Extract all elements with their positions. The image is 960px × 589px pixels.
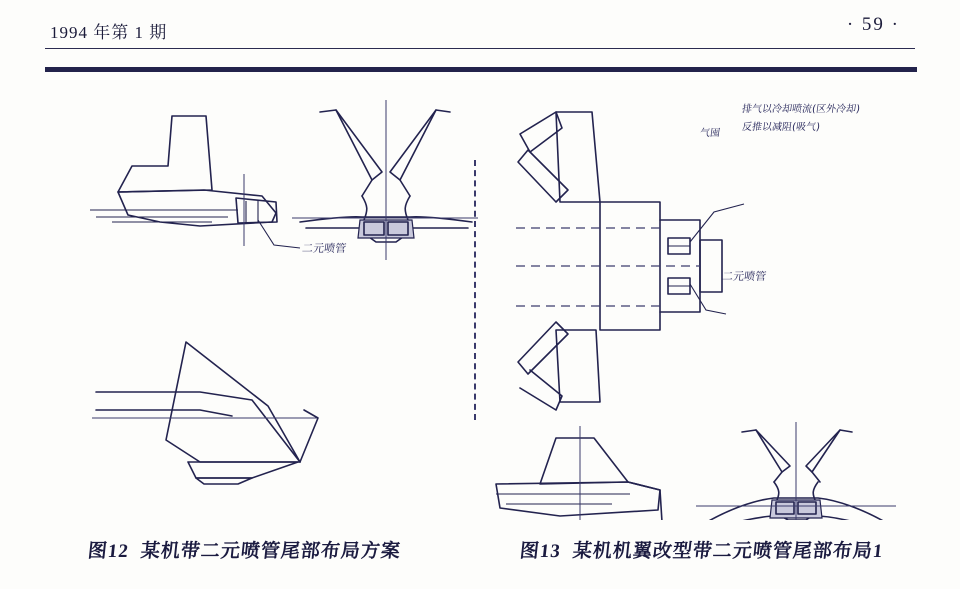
fig12-rear-view xyxy=(292,100,478,260)
caption-13-number: 图13 xyxy=(518,541,562,562)
caption-12-text: 某机带二元喷管尾部布局方案 xyxy=(139,541,402,562)
annotation-air-inlet: 气囤 xyxy=(699,128,721,139)
caption-13-text: 某机机翼改型带二元喷管尾部布局1 xyxy=(571,541,885,562)
caption-figure-12 xyxy=(87,536,403,563)
fig12-side-view xyxy=(90,116,300,248)
technical-drawings xyxy=(0,70,960,520)
fig12-plan-view xyxy=(92,342,318,484)
annotation-airflow-note-line2: 反推以减阻(吸气) xyxy=(741,122,821,133)
header-rule-thin xyxy=(45,48,915,49)
caption-12-number: 图12 xyxy=(86,541,130,562)
page-number: · 59 · xyxy=(846,14,900,35)
fig13-rear-view xyxy=(696,422,896,520)
page-header xyxy=(0,12,960,52)
annotation-nozzle-right: 二元喷管 xyxy=(721,270,768,283)
journal-issue-text: 1994 年第 1 期 xyxy=(50,23,168,42)
annotation-nozzle-left: 二元喷管 xyxy=(301,242,348,255)
annotation-airflow-note-line1: 排气以冷却喷流(区外冷却) xyxy=(741,104,861,115)
figure-area xyxy=(0,70,960,520)
fig13-side-view xyxy=(496,426,662,520)
figure-captions xyxy=(0,536,960,576)
caption-figure-13 xyxy=(519,536,885,563)
fig13-plan-view xyxy=(516,112,744,410)
